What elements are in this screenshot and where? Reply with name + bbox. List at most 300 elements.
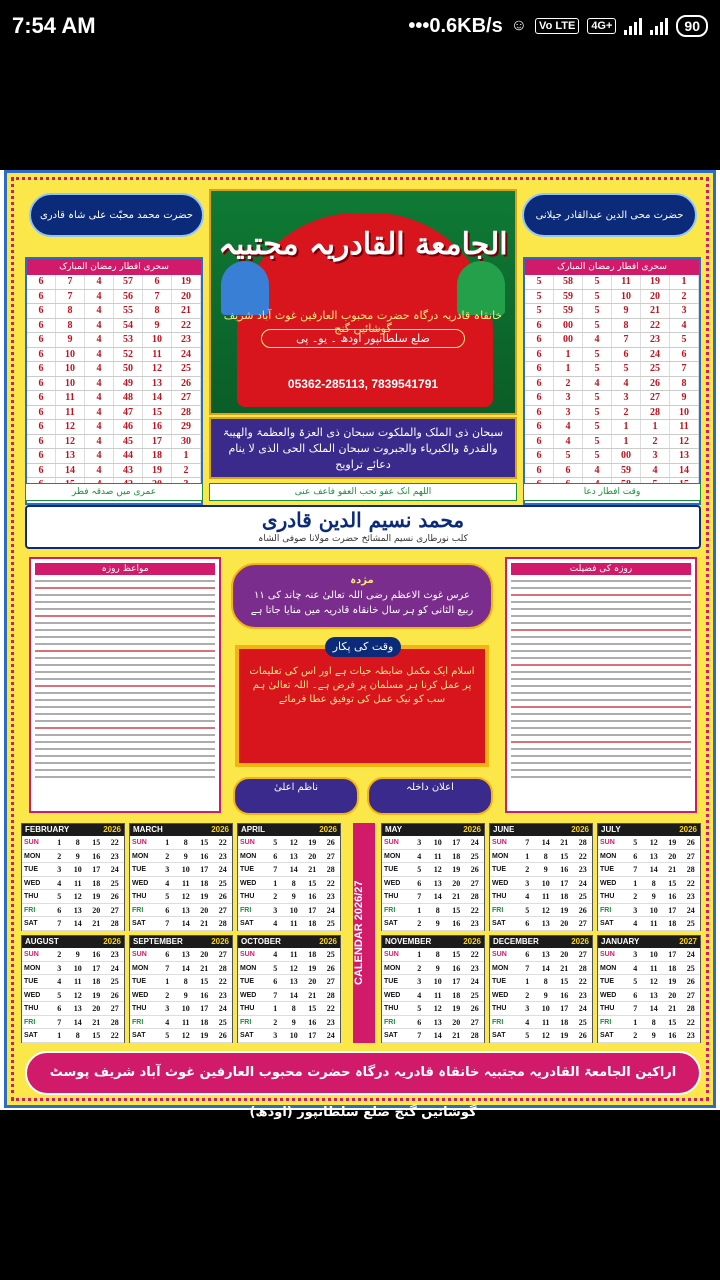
day-number: 11 bbox=[289, 919, 298, 928]
day-number: 23 bbox=[110, 950, 119, 959]
weekday-label: WED bbox=[240, 879, 257, 887]
day-number: 23 bbox=[470, 919, 479, 928]
week-row bbox=[598, 1029, 700, 1043]
table-header: سحری افطار رمضان المبارک bbox=[525, 259, 699, 275]
day-number: 5 bbox=[165, 1031, 170, 1040]
week-row bbox=[22, 890, 124, 904]
pill-nazim-label: ناظم اعلیٰ bbox=[273, 782, 318, 793]
table-cell: 7 bbox=[56, 290, 85, 304]
day-number: 2 bbox=[417, 963, 422, 973]
weekday-label: FRI bbox=[492, 1018, 504, 1026]
week-row bbox=[490, 863, 592, 877]
day-number: 6 bbox=[273, 851, 278, 861]
day-number: 28 bbox=[218, 919, 227, 928]
table-cell: 24 bbox=[172, 348, 201, 362]
day-number: 28 bbox=[470, 892, 479, 901]
day-number: 13 bbox=[433, 878, 442, 888]
day-number: 12 bbox=[73, 990, 82, 1000]
table-header: سحری افطار رمضان المبارک bbox=[27, 259, 201, 275]
week-row bbox=[238, 989, 340, 1003]
day-number: 6 bbox=[273, 977, 278, 986]
day-number: 23 bbox=[110, 851, 119, 861]
month-name: FEBRUARY bbox=[25, 825, 70, 834]
weekday-label: SAT bbox=[492, 920, 506, 927]
weekday-label: TUE bbox=[240, 866, 254, 873]
day-number: 22 bbox=[326, 1004, 335, 1013]
day-number: 25 bbox=[470, 990, 479, 1000]
day-number: 11 bbox=[541, 892, 550, 901]
table-row bbox=[27, 304, 201, 319]
table-cell: 4 bbox=[641, 464, 670, 478]
table-cell: 20 bbox=[641, 290, 670, 304]
table-cell: 47 bbox=[114, 406, 143, 420]
calendar-poster[interactable] bbox=[4, 170, 716, 1120]
week-row bbox=[598, 1002, 700, 1016]
table-cell: 5 bbox=[583, 449, 612, 463]
week-row bbox=[382, 962, 484, 976]
table-cell: 11 bbox=[56, 406, 85, 420]
table-cell: 27 bbox=[172, 391, 201, 405]
day-number: 27 bbox=[470, 878, 479, 888]
week-row bbox=[490, 850, 592, 864]
table-cell: 6 bbox=[27, 377, 56, 391]
month-november bbox=[381, 935, 485, 1043]
table-cell: 6 bbox=[525, 435, 554, 449]
table-cell: 2 bbox=[641, 435, 670, 449]
day-number: 28 bbox=[686, 865, 695, 874]
day-number: 14 bbox=[541, 963, 550, 973]
weekday-label: SUN bbox=[384, 839, 399, 846]
day-number: 1 bbox=[57, 1031, 62, 1040]
day-number: 22 bbox=[578, 851, 587, 861]
table-cell: 11 bbox=[143, 348, 172, 362]
day-number: 13 bbox=[433, 1017, 442, 1027]
day-number: 27 bbox=[218, 950, 227, 959]
day-number: 8 bbox=[75, 838, 80, 847]
table-cell: 6 bbox=[525, 333, 554, 347]
day-number: 19 bbox=[308, 838, 317, 847]
day-number: 17 bbox=[92, 963, 101, 973]
weekday-label: MON bbox=[132, 964, 149, 972]
week-row bbox=[130, 948, 232, 962]
day-number: 9 bbox=[543, 865, 548, 874]
weekday-label: TUE bbox=[384, 866, 398, 873]
day-number: 19 bbox=[560, 905, 569, 915]
title-banner bbox=[209, 189, 517, 415]
day-number: 15 bbox=[452, 905, 461, 915]
day-number: 21 bbox=[308, 865, 317, 874]
day-number: 18 bbox=[92, 878, 101, 888]
signal-1-icon bbox=[624, 17, 642, 35]
weekday-label: WED bbox=[24, 991, 41, 999]
day-number: 11 bbox=[73, 878, 82, 888]
weekday-label: SAT bbox=[24, 1032, 38, 1039]
day-number: 10 bbox=[541, 1004, 550, 1013]
day-number: 24 bbox=[470, 977, 479, 986]
day-number: 17 bbox=[200, 865, 209, 874]
day-number: 4 bbox=[57, 878, 62, 888]
table-cell: 9 bbox=[612, 304, 641, 318]
month-header bbox=[598, 824, 700, 836]
day-number: 8 bbox=[75, 1031, 80, 1040]
table-cell: 5 bbox=[583, 290, 612, 304]
day-number: 8 bbox=[651, 1017, 656, 1027]
day-number: 4 bbox=[633, 963, 638, 973]
day-number: 18 bbox=[668, 919, 677, 928]
weekday-label: MON bbox=[492, 852, 509, 860]
table-row bbox=[525, 304, 699, 319]
day-number: 28 bbox=[110, 1017, 119, 1027]
table-cell: 4 bbox=[85, 377, 114, 391]
day-number: 18 bbox=[560, 1017, 569, 1027]
table-cell: 19 bbox=[143, 464, 172, 478]
weekday-label: FRI bbox=[24, 906, 36, 914]
day-number: 2 bbox=[525, 990, 530, 1000]
day-number: 17 bbox=[200, 1004, 209, 1013]
table-cell: 00 bbox=[554, 333, 583, 347]
day-number: 8 bbox=[291, 878, 296, 888]
week-row bbox=[598, 962, 700, 976]
day-number: 18 bbox=[308, 919, 317, 928]
day-number: 2 bbox=[525, 865, 530, 874]
day-number: 20 bbox=[452, 878, 461, 888]
day-number: 27 bbox=[326, 851, 335, 861]
day-number: 22 bbox=[470, 950, 479, 959]
week-row bbox=[130, 1002, 232, 1016]
poster-title: الجامعة القادریہ مجتبیہ bbox=[218, 227, 508, 262]
day-number: 19 bbox=[452, 1004, 461, 1013]
table-cell: 00 bbox=[554, 319, 583, 333]
weekday-label: FRI bbox=[240, 1018, 252, 1026]
weekday-label: THU bbox=[492, 893, 507, 900]
day-number: 26 bbox=[470, 865, 479, 874]
weekday-label: FRI bbox=[384, 1018, 396, 1026]
table-cell: 27 bbox=[641, 391, 670, 405]
day-number: 6 bbox=[525, 950, 530, 959]
dua-label: دعائے تراویح bbox=[335, 458, 391, 471]
day-number: 17 bbox=[560, 1004, 569, 1013]
weekday-label: TUE bbox=[600, 866, 614, 873]
table-cell: 46 bbox=[114, 420, 143, 434]
day-number: 1 bbox=[417, 905, 422, 915]
table-cell: 53 bbox=[114, 333, 143, 347]
day-number: 22 bbox=[110, 838, 119, 847]
day-number: 23 bbox=[470, 963, 479, 973]
day-number: 24 bbox=[470, 838, 479, 847]
day-number: 13 bbox=[73, 905, 82, 915]
week-row bbox=[490, 890, 592, 904]
table-cell: 6 bbox=[525, 464, 554, 478]
day-number: 20 bbox=[200, 950, 209, 959]
day-number: 12 bbox=[181, 892, 190, 901]
day-number: 6 bbox=[525, 919, 530, 928]
weekday-label: SAT bbox=[384, 1032, 398, 1039]
table-row bbox=[27, 449, 201, 464]
weekday-label: FRI bbox=[132, 906, 144, 914]
day-number: 27 bbox=[218, 905, 227, 915]
table-row bbox=[525, 275, 699, 290]
weekday-label: SAT bbox=[240, 1032, 254, 1039]
strip-left: عمری میں صدقہ فطر bbox=[25, 483, 203, 501]
day-number: 6 bbox=[57, 1004, 62, 1013]
day-number: 25 bbox=[326, 950, 335, 959]
weekday-label: WED bbox=[24, 879, 41, 887]
table-cell: 3 bbox=[670, 304, 699, 318]
weekday-label: MON bbox=[24, 964, 41, 972]
day-number: 8 bbox=[435, 905, 440, 915]
week-row bbox=[490, 975, 592, 989]
day-number: 2 bbox=[165, 990, 170, 1000]
table-cell: 11 bbox=[56, 391, 85, 405]
table-cell: 4 bbox=[85, 420, 114, 434]
week-row bbox=[238, 863, 340, 877]
day-number: 21 bbox=[452, 892, 461, 901]
table-cell: 4 bbox=[85, 333, 114, 347]
day-number: 25 bbox=[110, 878, 119, 888]
day-number: 15 bbox=[668, 1017, 677, 1027]
day-number: 16 bbox=[200, 851, 209, 861]
day-number: 3 bbox=[165, 865, 170, 874]
day-number: 12 bbox=[649, 977, 658, 986]
month-march bbox=[129, 823, 233, 931]
weekday-label: WED bbox=[240, 991, 257, 999]
weekday-label: FRI bbox=[492, 906, 504, 914]
table-cell: 11 bbox=[670, 420, 699, 434]
week-row bbox=[382, 989, 484, 1003]
table-cell: 5 bbox=[583, 362, 612, 376]
day-number: 24 bbox=[110, 963, 119, 973]
left-article bbox=[29, 557, 221, 813]
day-number: 20 bbox=[308, 851, 317, 861]
table-cell: 9 bbox=[56, 333, 85, 347]
week-row bbox=[22, 948, 124, 962]
day-number: 1 bbox=[525, 851, 530, 861]
day-number: 14 bbox=[73, 919, 82, 928]
day-number: 5 bbox=[417, 1004, 422, 1013]
weekday-label: WED bbox=[600, 991, 617, 999]
table-cell: 23 bbox=[172, 333, 201, 347]
month-august bbox=[21, 935, 125, 1043]
day-number: 18 bbox=[92, 977, 101, 986]
day-number: 14 bbox=[73, 1017, 82, 1027]
table-cell: 50 bbox=[114, 362, 143, 376]
table-cell: 6 bbox=[143, 275, 172, 289]
table-cell: 5 bbox=[583, 304, 612, 318]
day-number: 23 bbox=[686, 1031, 695, 1040]
day-number: 3 bbox=[525, 1004, 530, 1013]
table-cell: 49 bbox=[114, 377, 143, 391]
weekday-label: SUN bbox=[492, 951, 507, 958]
table-row bbox=[27, 362, 201, 377]
table-cell: 3 bbox=[554, 391, 583, 405]
day-number: 12 bbox=[433, 1004, 442, 1013]
day-number: 20 bbox=[200, 905, 209, 915]
image-viewer[interactable] bbox=[0, 170, 720, 1120]
day-number: 19 bbox=[200, 892, 209, 901]
table-cell: 1 bbox=[172, 449, 201, 463]
left-nameplate: حضرت محمد محبّت علی شاہ قادری bbox=[29, 193, 204, 237]
table-row bbox=[525, 290, 699, 305]
week-row bbox=[382, 1002, 484, 1016]
day-number: 13 bbox=[541, 950, 550, 959]
day-number: 20 bbox=[308, 977, 317, 986]
day-number: 4 bbox=[57, 977, 62, 986]
table-cell: 48 bbox=[114, 391, 143, 405]
table-cell: 44 bbox=[114, 449, 143, 463]
month-name: OCTOBER bbox=[241, 937, 281, 946]
table-row bbox=[27, 391, 201, 406]
table-cell: 24 bbox=[641, 348, 670, 362]
right-ramadan-table bbox=[523, 257, 701, 505]
week-row bbox=[598, 917, 700, 931]
day-number: 26 bbox=[110, 892, 119, 901]
day-number: 5 bbox=[633, 977, 638, 986]
table-cell: 5 bbox=[583, 319, 612, 333]
table-cell: 6 bbox=[27, 275, 56, 289]
table-cell: 5 bbox=[583, 420, 612, 434]
table-cell: 6 bbox=[670, 348, 699, 362]
table-cell: 5 bbox=[612, 362, 641, 376]
day-number: 20 bbox=[452, 1017, 461, 1027]
weekday-label: SAT bbox=[24, 920, 38, 927]
day-number: 7 bbox=[525, 963, 530, 973]
week-row bbox=[22, 1002, 124, 1016]
day-number: 4 bbox=[417, 851, 422, 861]
day-number: 1 bbox=[525, 977, 530, 986]
weekday-label: TUE bbox=[492, 978, 506, 985]
weekday-label: WED bbox=[492, 991, 509, 999]
table-cell: 5 bbox=[583, 348, 612, 362]
week-row bbox=[22, 962, 124, 976]
day-number: 23 bbox=[578, 865, 587, 874]
data-saver-icon: ☺ bbox=[510, 17, 528, 34]
weekday-label: TUE bbox=[600, 978, 614, 985]
day-number: 8 bbox=[183, 838, 188, 847]
day-number: 14 bbox=[181, 963, 190, 973]
table-cell: 14 bbox=[143, 391, 172, 405]
table-cell: 10 bbox=[143, 333, 172, 347]
table-cell: 4 bbox=[85, 406, 114, 420]
table-cell: 9 bbox=[670, 391, 699, 405]
day-number: 9 bbox=[435, 963, 440, 973]
day-number: 23 bbox=[326, 1017, 335, 1027]
table-cell: 55 bbox=[114, 304, 143, 318]
status-icons bbox=[408, 15, 708, 38]
day-number: 3 bbox=[57, 963, 62, 973]
table-cell: 5 bbox=[525, 275, 554, 289]
day-number: 18 bbox=[668, 963, 677, 973]
left-article-heading: مواعظ روزہ bbox=[35, 563, 215, 575]
table-cell: 1 bbox=[670, 275, 699, 289]
table-row bbox=[27, 377, 201, 392]
day-number: 8 bbox=[291, 1004, 296, 1013]
table-cell: 10 bbox=[670, 406, 699, 420]
dua-text: سبحان ذی الملک والملکوت سبحان ذی العزۃ والعظمۃ والھیبۃ والقدرۃ والکبریاء والجبروت سبحان الملک الحی الذی لا ینام bbox=[222, 426, 504, 455]
day-number: 2 bbox=[273, 1017, 278, 1027]
day-number: 17 bbox=[452, 838, 461, 847]
day-number: 21 bbox=[560, 963, 569, 973]
day-number: 9 bbox=[183, 851, 188, 861]
table-cell: 4 bbox=[612, 377, 641, 391]
weekday-label: SAT bbox=[492, 1032, 506, 1039]
table-cell: 59 bbox=[612, 464, 641, 478]
day-number: 5 bbox=[273, 963, 278, 973]
day-number: 2 bbox=[633, 1031, 638, 1040]
day-number: 4 bbox=[525, 1017, 530, 1027]
day-number: 25 bbox=[578, 1017, 587, 1027]
day-number: 17 bbox=[308, 1031, 317, 1040]
left-ramadan-table bbox=[25, 257, 203, 505]
weekday-label: THU bbox=[132, 893, 147, 900]
table-cell: 16 bbox=[143, 420, 172, 434]
table-cell: 14 bbox=[670, 464, 699, 478]
day-number: 3 bbox=[633, 950, 638, 959]
weekday-label: SUN bbox=[492, 839, 507, 846]
table-cell: 20 bbox=[172, 290, 201, 304]
ribbon-line: کلب نورطاری نسیم المشائخ حضرت مولانا صوفی الشاہ bbox=[258, 534, 468, 544]
notice-tag: مژدہ bbox=[350, 575, 374, 586]
day-number: 24 bbox=[218, 865, 227, 874]
week-row bbox=[238, 1002, 340, 1016]
day-number: 24 bbox=[218, 1004, 227, 1013]
poster-footer: اراکین الجامعۃ القادریہ مجتبیہ خانقاہ قادریہ درگاہ حضرت محبوب العارفین غوث آباد شریف پوسٹ گوشائیں گنج ضلع سلطانپور (اودھ) bbox=[25, 1051, 701, 1095]
week-row bbox=[22, 1016, 124, 1030]
month-name: JUNE bbox=[493, 825, 515, 834]
week-row bbox=[382, 904, 484, 918]
table-cell: 6 bbox=[27, 449, 56, 463]
table-row bbox=[27, 348, 201, 363]
day-number: 16 bbox=[668, 1031, 677, 1040]
day-number: 4 bbox=[417, 990, 422, 1000]
week-row bbox=[490, 962, 592, 976]
day-number: 10 bbox=[289, 905, 298, 915]
day-number: 15 bbox=[560, 977, 569, 986]
table-cell: 4 bbox=[85, 362, 114, 376]
day-number: 24 bbox=[578, 878, 587, 888]
day-number: 21 bbox=[92, 919, 101, 928]
day-number: 18 bbox=[560, 892, 569, 901]
day-number: 5 bbox=[57, 990, 62, 1000]
day-number: 23 bbox=[218, 990, 227, 1000]
day-number: 11 bbox=[433, 990, 442, 1000]
month-header bbox=[598, 936, 700, 948]
day-number: 6 bbox=[165, 950, 170, 959]
strip-right: وقت افطار دعا bbox=[523, 483, 701, 501]
pill-nazim bbox=[233, 777, 359, 815]
table-cell: 2 bbox=[554, 377, 583, 391]
day-number: 15 bbox=[308, 1004, 317, 1013]
table-cell: 28 bbox=[172, 406, 201, 420]
day-number: 3 bbox=[273, 1031, 278, 1040]
day-number: 23 bbox=[326, 892, 335, 901]
table-cell: 8 bbox=[143, 304, 172, 318]
table-cell: 59 bbox=[554, 304, 583, 318]
weekday-label: TUE bbox=[132, 978, 146, 985]
table-cell: 6 bbox=[27, 420, 56, 434]
day-number: 3 bbox=[525, 878, 530, 888]
week-row bbox=[382, 1016, 484, 1030]
table-cell: 22 bbox=[172, 319, 201, 333]
day-number: 11 bbox=[289, 950, 298, 959]
table-cell: 1 bbox=[612, 420, 641, 434]
table-cell: 26 bbox=[172, 377, 201, 391]
day-number: 18 bbox=[200, 1017, 209, 1027]
day-number: 21 bbox=[668, 865, 677, 874]
table-cell: 6 bbox=[27, 348, 56, 362]
day-number: 19 bbox=[668, 977, 677, 986]
clock: 7:54 AM bbox=[12, 13, 96, 38]
week-row bbox=[22, 863, 124, 877]
